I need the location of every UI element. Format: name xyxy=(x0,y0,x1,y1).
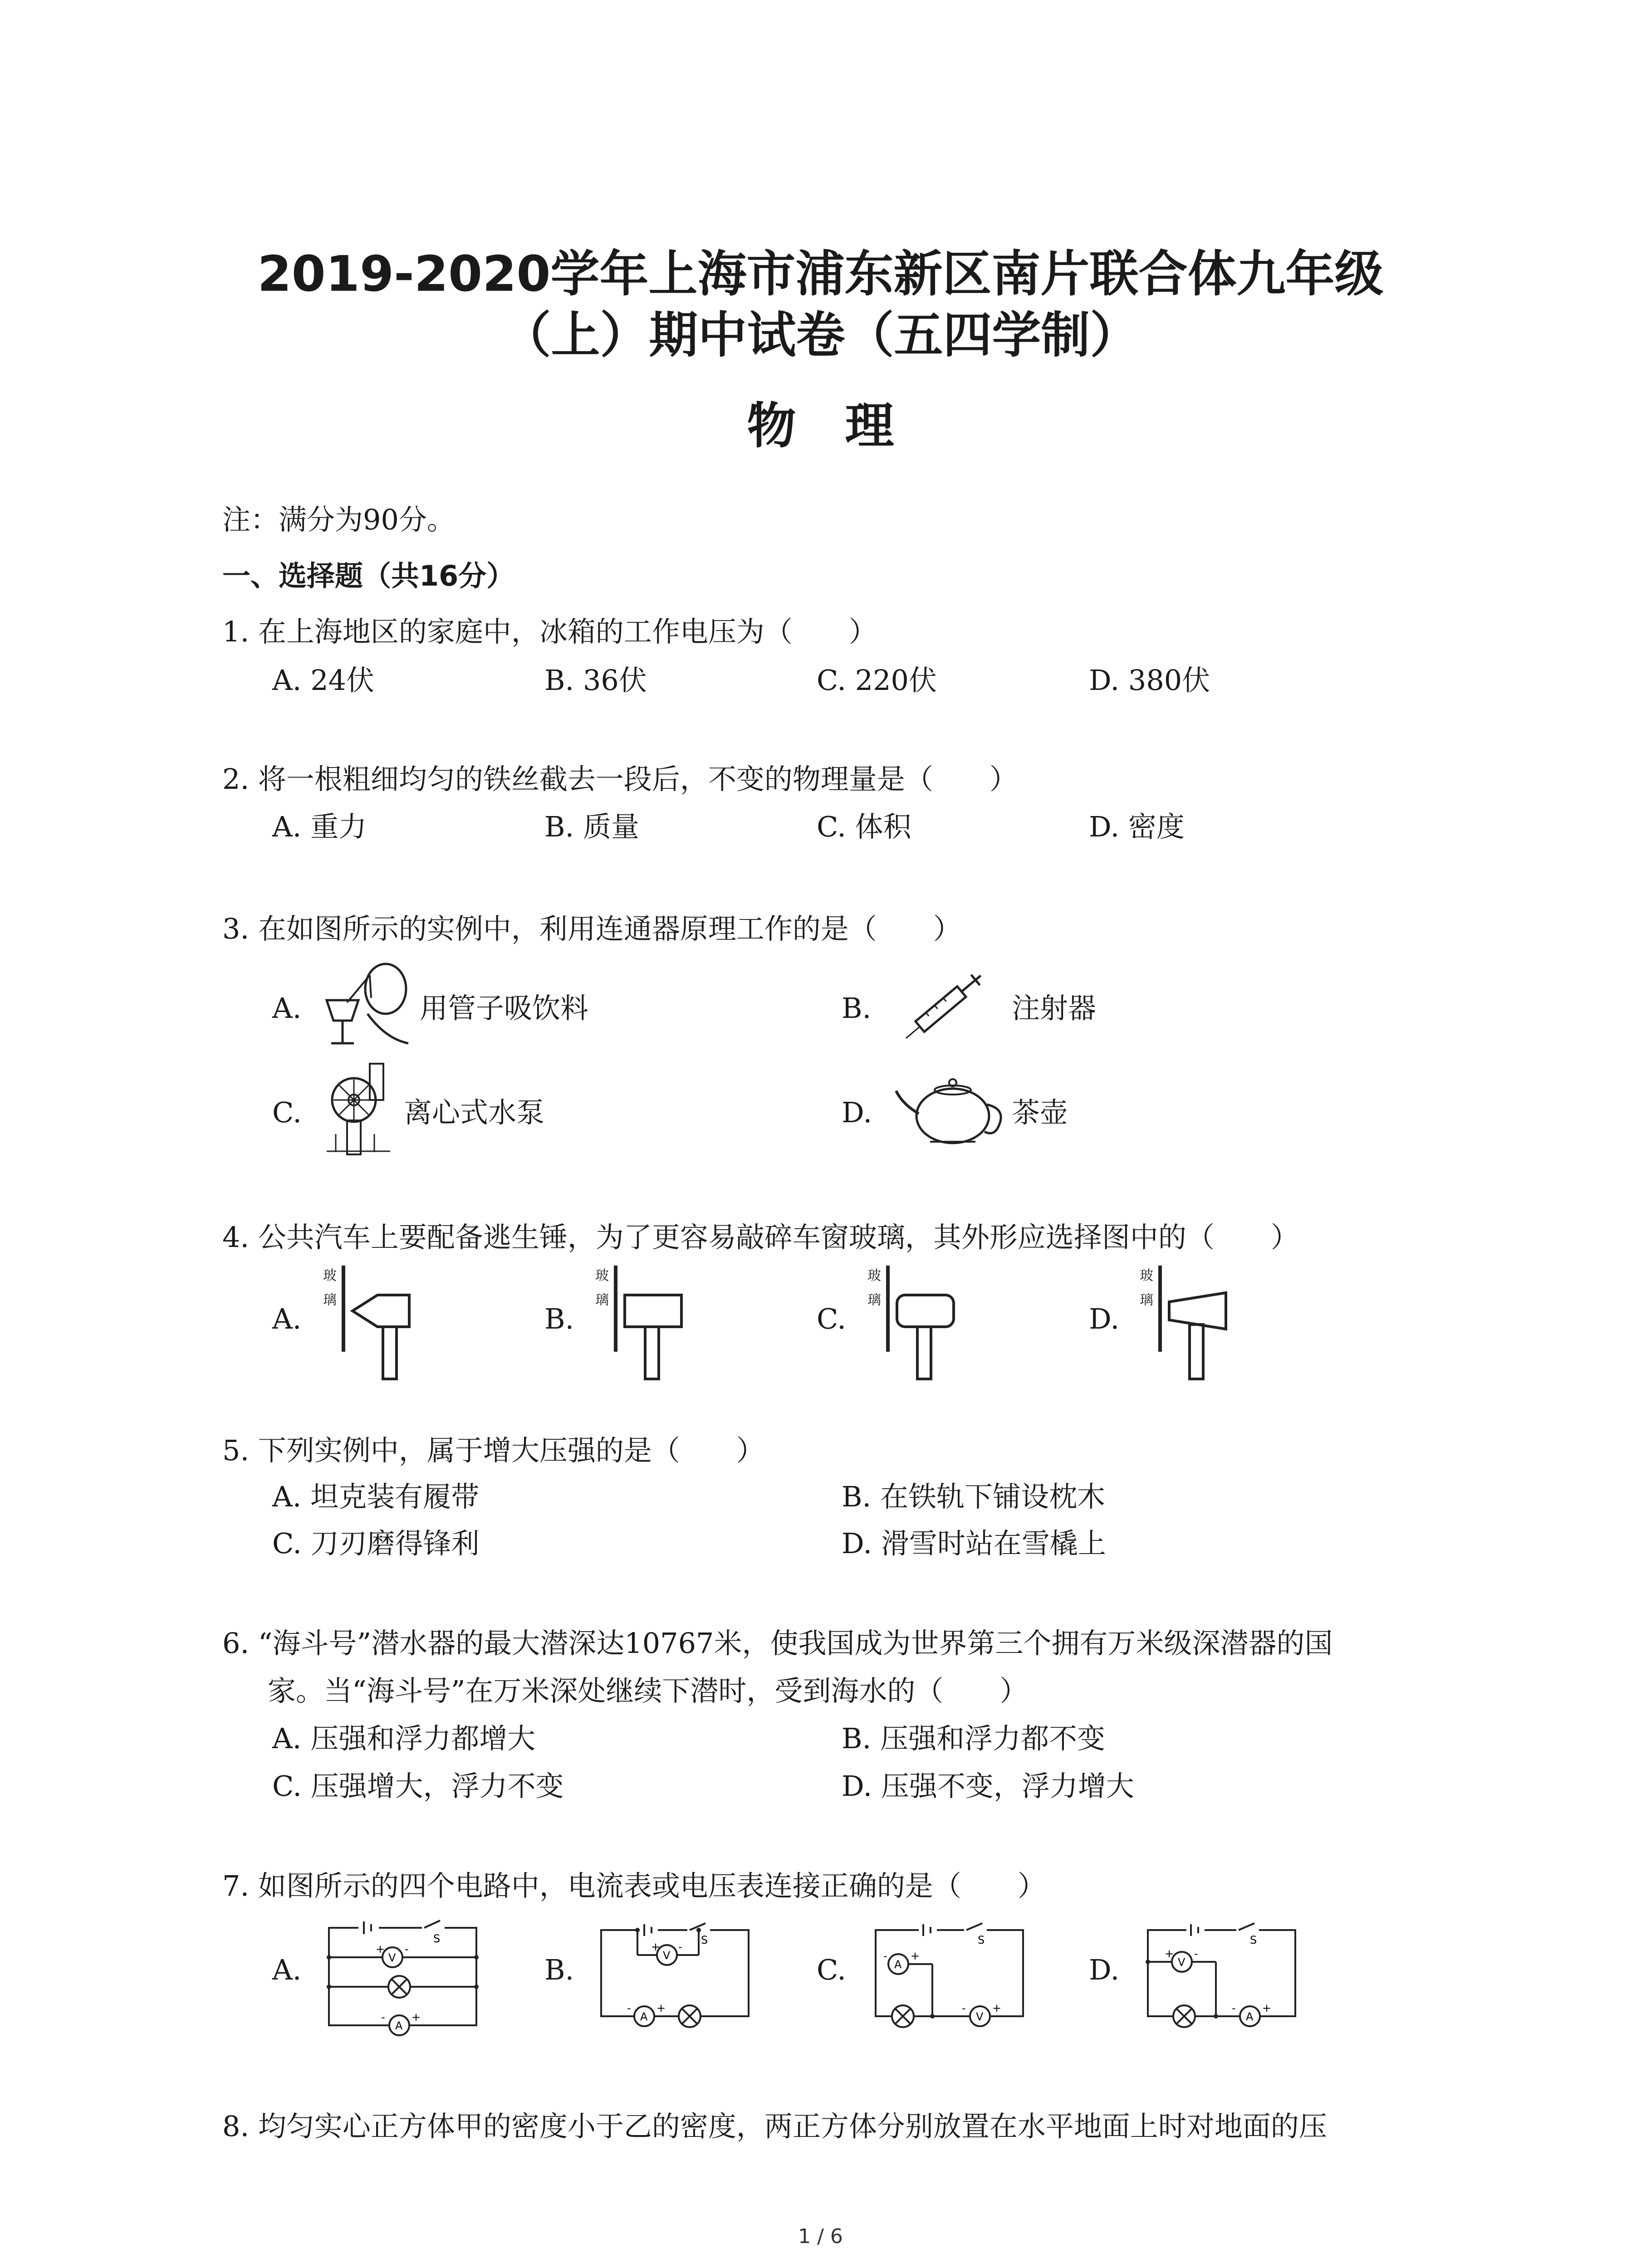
score-note: 注：满分为90分。 xyxy=(222,503,455,536)
q1-option-b: B. 36伏 xyxy=(544,664,647,697)
q3-option-b: B. xyxy=(842,992,872,1025)
q5-option-c: C. 刀刃磨得锋利 xyxy=(272,1527,480,1560)
exam-title-line2: （上）期中试卷（五四学制） xyxy=(502,307,1139,364)
q1-option-c: C. 220伏 xyxy=(817,664,937,697)
exam-title-line1: 2019-2020学年上海市浦东新区南片联合体九年级 xyxy=(257,246,1384,303)
hammer-flat-figure xyxy=(613,1266,700,1383)
q6-option-a: A. 压强和浮力都增大 xyxy=(272,1722,536,1755)
svg-text:-: - xyxy=(381,2011,385,2024)
svg-text:V: V xyxy=(388,1951,396,1964)
q4-glass-label-a: 玻 璃 xyxy=(323,1268,337,1308)
q2-option-c: C. 体积 xyxy=(817,810,911,843)
q6-option-c: C. 压强增大，浮力不变 xyxy=(272,1769,564,1803)
question-4-stem: 4. 公共汽车上要配备逃生锤，为了更容易敲碎车窗玻璃，其外形应选择图中的（ ） xyxy=(222,1221,1299,1254)
q5-option-a: A. 坦克装有履带 xyxy=(272,1480,480,1513)
svg-text:A: A xyxy=(395,2019,403,2032)
question-6-stem-line1: 6. “海斗号”潜水器的最大潜深达10767米，使我国成为世界第三个拥有万米级深潜器的国 xyxy=(222,1627,1333,1660)
question-1-stem: 1. 在上海地区的家庭中，冰箱的工作电压为（ ） xyxy=(222,615,877,648)
circuit-c-figure xyxy=(873,1923,1028,2023)
q1-option-a: A. 24伏 xyxy=(272,664,375,697)
q3-option-a: A. xyxy=(272,992,302,1025)
drinking-straw-figure xyxy=(318,957,417,1048)
q4-glass-label-c: 玻 璃 xyxy=(867,1268,881,1308)
syringe-figure xyxy=(894,955,998,1055)
q7-option-c: C. xyxy=(817,1953,846,1986)
svg-text:V: V xyxy=(1178,1956,1185,1969)
teapot-figure xyxy=(894,1073,1012,1150)
svg-text:V: V xyxy=(663,1949,671,1962)
svg-text:-: - xyxy=(678,1941,682,1953)
svg-text:-: - xyxy=(883,1950,887,1962)
question-7-stem: 7. 如图所示的四个电路中，电流表或电压表连接正确的是（ ） xyxy=(222,1869,1046,1902)
q5-option-b: B. 在铁轨下铺设枕木 xyxy=(842,1480,1105,1513)
q3-option-d: D. xyxy=(842,1096,872,1129)
svg-text:S: S xyxy=(1250,1934,1257,1946)
q2-option-b: B. 质量 xyxy=(544,810,639,843)
question-6-stem-line2: 家。当“海斗号”在万米深处继续下潜时，受到海水的（ ） xyxy=(268,1674,1028,1707)
svg-text:+: + xyxy=(651,1941,661,1953)
q7-option-d: D. xyxy=(1089,1953,1120,1986)
question-2-stem: 2. 将一根粗细均匀的铁丝截去一段后，不变的物理量是（ ） xyxy=(222,763,1018,796)
svg-text:-: - xyxy=(405,1943,409,1955)
q4-glass-label-d: 玻 璃 xyxy=(1140,1268,1153,1308)
svg-text:+: + xyxy=(1262,2002,1272,2014)
hammer-pointed-figure xyxy=(341,1266,427,1383)
q3-option-c: C. xyxy=(272,1096,302,1129)
svg-text:-: - xyxy=(1194,1947,1198,1960)
question-8-stem: 8. 均匀实心正方体甲的密度小于乙的密度，两正方体分别放置在水平地面上时对地面的压 xyxy=(222,2110,1327,2143)
svg-text:S: S xyxy=(701,1934,708,1946)
q6-option-b: B. 压强和浮力都不变 xyxy=(842,1722,1105,1755)
section-heading: 一、选择题（共16分） xyxy=(222,559,515,592)
hammer-wedge-figure xyxy=(1158,1266,1244,1383)
q1-option-d: D. 380伏 xyxy=(1089,664,1210,697)
svg-text:+: + xyxy=(656,2002,666,2014)
q4-option-b: B. xyxy=(544,1302,574,1335)
svg-text:S: S xyxy=(433,1932,441,1945)
svg-text:+: + xyxy=(411,2011,421,2024)
svg-text:A: A xyxy=(640,2010,648,2023)
svg-text:V: V xyxy=(976,2010,984,2023)
q2-option-d: D. 密度 xyxy=(1089,810,1185,843)
q7-option-a: A. xyxy=(272,1953,302,1986)
q5-option-d: D. 滑雪时站在雪橇上 xyxy=(842,1527,1106,1560)
svg-text:-: - xyxy=(1232,2002,1236,2014)
svg-text:S: S xyxy=(978,1934,985,1946)
circuit-b-figure xyxy=(599,1923,753,2023)
q2-option-a: A. 重力 xyxy=(272,810,367,843)
page-number: 1 / 6 xyxy=(798,2225,843,2248)
q3-caption-a: 用管子吸饮料 xyxy=(420,992,589,1025)
svg-text:-: - xyxy=(627,2002,631,2014)
svg-text:+: + xyxy=(911,1950,920,1962)
subject-title: 物 理 xyxy=(747,398,894,455)
q4-glass-label-b: 玻 璃 xyxy=(595,1268,609,1308)
q3-caption-d: 茶壶 xyxy=(1012,1096,1068,1129)
q4-option-d: D. xyxy=(1089,1302,1120,1335)
q7-option-b: B. xyxy=(544,1953,574,1986)
svg-text:A: A xyxy=(1246,2010,1254,2023)
question-3-stem: 3. 在如图所示的实例中，利用连通器原理工作的是（ ） xyxy=(222,912,961,945)
svg-text:A: A xyxy=(894,1958,902,1971)
svg-text:+: + xyxy=(376,1943,385,1955)
q4-option-c: C. xyxy=(817,1302,846,1335)
hammer-round-figure xyxy=(886,1266,972,1383)
circuit-d-figure xyxy=(1146,1923,1300,2023)
centrifugal-pump-figure xyxy=(327,1061,395,1157)
svg-text:+: + xyxy=(1165,1947,1174,1960)
q3-caption-c: 离心式水泵 xyxy=(404,1096,545,1129)
svg-text:+: + xyxy=(992,2002,1002,2014)
circuit-a-figure xyxy=(327,1919,481,2032)
question-5-stem: 5. 下列实例中，属于增大压强的是（ ） xyxy=(222,1434,764,1467)
q6-option-d: D. 压强不变，浮力增大 xyxy=(842,1769,1134,1803)
q3-caption-b: 注射器 xyxy=(1012,992,1097,1025)
q4-option-a: A. xyxy=(272,1302,302,1335)
svg-text:-: - xyxy=(962,2002,966,2014)
